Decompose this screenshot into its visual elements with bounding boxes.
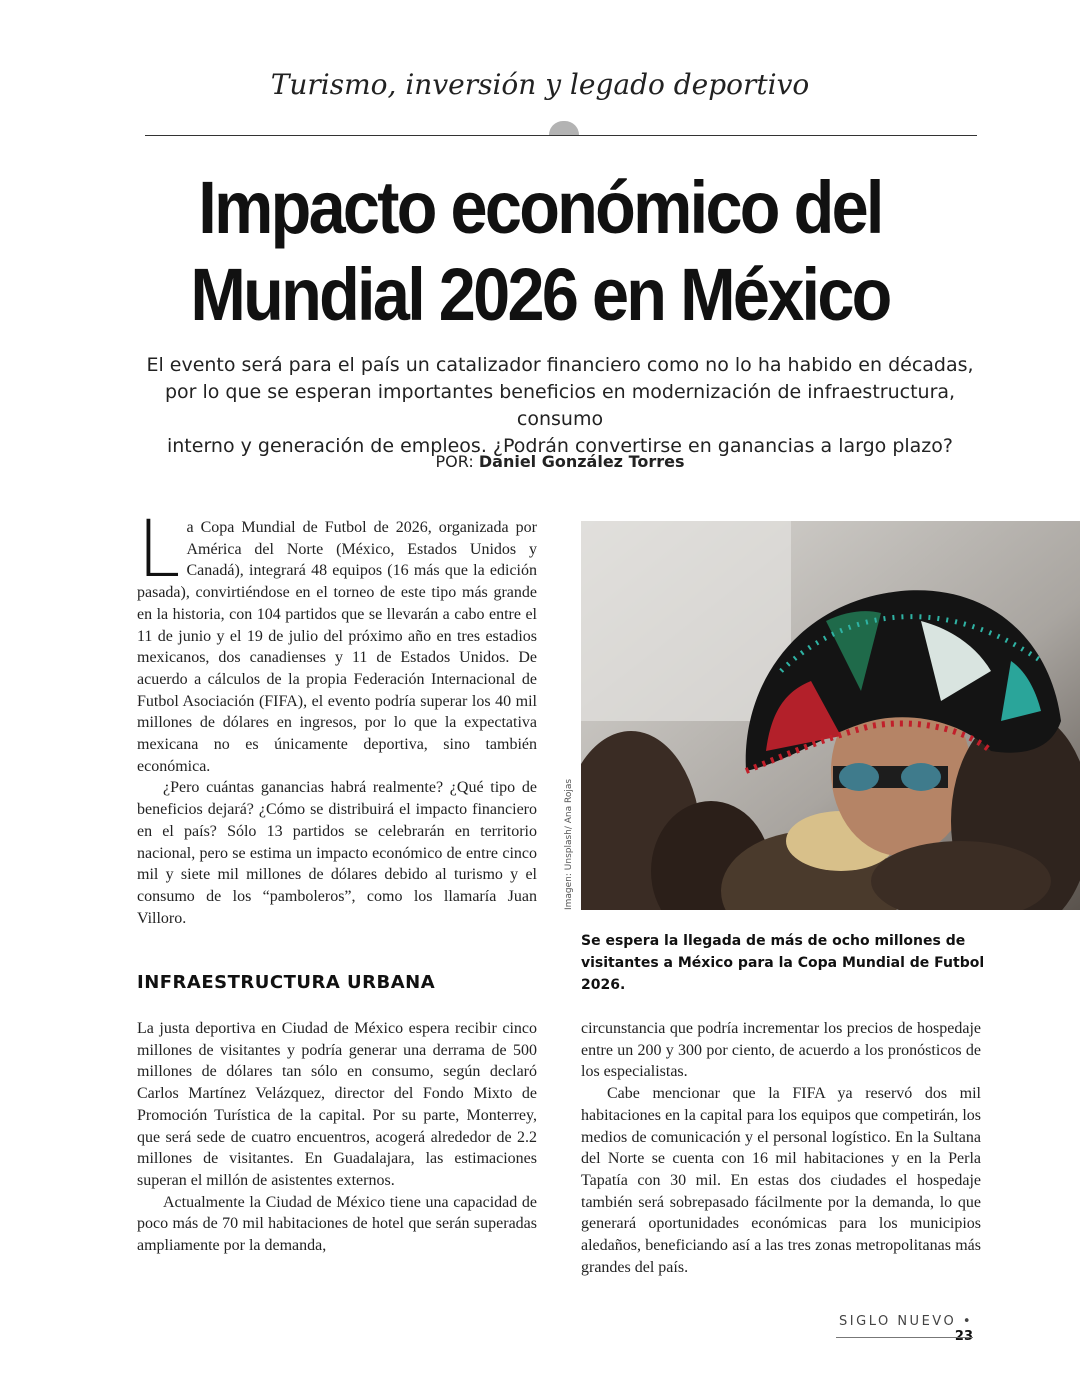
- photo-credit: Imagen: Unsplash/ Ana Rojas: [564, 778, 574, 910]
- dek-line-1: El evento será para el país un catalizador financiero como no lo ha habido en décadas,: [146, 354, 974, 376]
- byline-author: Daniel González Torres: [478, 452, 685, 471]
- drop-cap: L: [137, 505, 181, 595]
- dek-line-2: por lo que se esperan importantes beneficios en modernización de infraestructura, consumo: [164, 381, 956, 430]
- section-rule: [145, 135, 977, 136]
- right-paragraph-2: Cabe mencionar que la FIFA ya reservó dos mil habitaciones en la capital para los equipos que competirán, los medios de comunicación y el personal logístico. En la Sultana del Norte se cuenta con 16 mil habitaciones y en la Perla Tapatía con 30 mil. En estas dos ciudades el hospedaje también será sobrepasado fácilmente por la demanda, lo que generará oportunidades económicas para los municipios aledaños, beneficiando así a las tres zonas metropolitanas más grandes del país.: [581, 1085, 981, 1276]
- byline-prefix: POR:: [435, 452, 474, 471]
- intro-paragraph-1-text: a Copa Mundial de Futbol de 2026, organizada por América del Norte (México, Estados Unidos y Canadá), integrará 48 equipos (16 más que la edición pasada), convirtiéndose en el torneo de este tipo más grande en la historia, con 104 partidos que se llevarán a cabo entre el 11 de junio y el 19 de julio del próximo año en tres estadios mexicanos, dos canadienses y 11 de Estados Unidos. De acuerdo a cálculos de la propia Federación Internacional de Futbol Asociación (FIFA), el evento podría superar los 40 mil millones de dólares en ingresos, por lo que la expectativa mexicana no es únicamente deportiva, sino también económica.: [137, 519, 537, 775]
- right-paragraph-1: circunstancia que podría incrementar los precios de hospedaje entre un 200 y 300 por ciento, de acuerdo a los pronósticos de los especialistas.: [581, 1020, 981, 1081]
- headline: [54, 164, 1026, 338]
- left-column: [137, 1018, 537, 1257]
- magazine-name: SIGLO NUEVO: [839, 1314, 957, 1329]
- photo: [581, 521, 1080, 910]
- photo-caption: Se espera la llegada de más de ocho millones de visitantes a México para la Copa Mundial de Futbol 2026.: [581, 933, 985, 993]
- subhead: INFRAESTRUCTURA URBANA: [137, 972, 436, 993]
- left-paragraph-2: Actualmente la Ciudad de México tiene una capacidad de poco más de 70 mil habitaciones de hotel que serán superadas ampliamente por la demanda,: [137, 1193, 537, 1255]
- page-number: 23: [954, 1329, 973, 1344]
- dek: [140, 352, 980, 460]
- byline: [0, 452, 1080, 471]
- photo-illustration: [581, 521, 1080, 910]
- headline-line-1: Impacto económico del: [198, 166, 882, 249]
- intro-column: [137, 505, 537, 929]
- folio-rule: [836, 1337, 973, 1338]
- headline-line-2: Mundial 2026 en México: [190, 253, 890, 336]
- page-folio: [836, 1314, 973, 1344]
- dek-line-3: interno y generación de empleos. ¿Podrán convertirse en ganancias a largo plazo?: [166, 435, 953, 457]
- intro-paragraph-1: [137, 505, 537, 777]
- intro-paragraph-2: ¿Pero cuántas ganancias habrá realmente? ¿Qué tipo de beneficios dejará? ¿Cómo se distribuirá el impacto financiero en el país? Sólo 13 partidos se celebrarán en territorio nacional, pero se estima un impacto económico de entre cinco mil y siete mil millones de dólares debido al turismo y el consumo de los “pamboleros”, como los llamaría Juan Villoro.: [137, 779, 537, 927]
- section-title: Turismo, inversión y legado deportivo: [270, 68, 810, 101]
- left-paragraph-1: La justa deportiva en Ciudad de México espera recibir cinco millones de visitantes y podría generar una derrama de 500 millones de dólares tan sólo en consumo, según declaró Carlos Martínez Velázquez, director del Fondo Mixto de Promoción Turística de la capital. Por su parte, Monterrey, que será sede de cuatro encuentros, acogerá alrededor de 2.2 millones de visitantes. En Guadalajara, las estimaciones superan el millón de asistentes externos.: [137, 1020, 537, 1189]
- section-rule-dot: [549, 121, 579, 135]
- right-column: [581, 1018, 981, 1278]
- folio-separator: •: [962, 1314, 973, 1329]
